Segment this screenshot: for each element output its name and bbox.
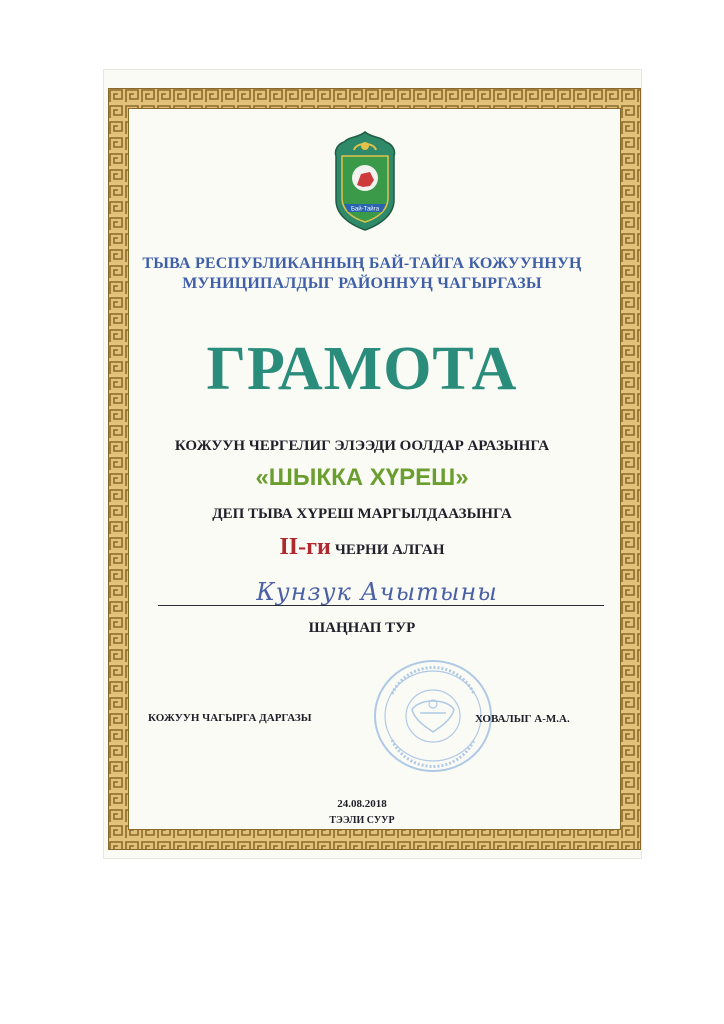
awarded-text: ШАҢНАП ТУР xyxy=(308,620,416,636)
organization-line-2: МУНИЦИПАЛДЫГ РАЙОННУҢ ЧАГЫРГАЗЫ xyxy=(182,275,542,292)
place-line xyxy=(0,534,724,561)
place-number: II-ги xyxy=(279,534,331,560)
issue-date: 24.08.2018 xyxy=(337,798,387,810)
svg-text:Бай-Тайга: Бай-Тайга xyxy=(350,206,380,213)
recipient-underline xyxy=(158,605,604,606)
competition-intro: КОЖУУН ЧЕРГЕЛИГ ЭЛЭЭДИ ООЛДАР АРАЗЫНГА xyxy=(174,438,550,454)
recipient-name-handwritten: Кунзук Ачытыны xyxy=(256,578,498,606)
place-text: ЧЕРНИ АЛГАН xyxy=(334,542,445,558)
competition-outro: ДЕП ТЫВА ХҮРЕШ МАРГЫЛДААЗЫНГА xyxy=(212,506,512,522)
certificate-title: ГРАМОТА xyxy=(206,335,518,403)
organization-line-1: ТЫВА РЕСПУБЛИКАННЫҢ БАЙ-ТАЙГА КОЖУУННУҢ xyxy=(142,255,582,272)
competition-name: «ШЫККА ХҮРЕШ» xyxy=(255,464,469,491)
issue-place: ТЭЭЛИ СУУР xyxy=(329,815,395,826)
signatory-title: КОЖУУН ЧАГЫРГА ДАРГАЗЫ xyxy=(148,712,312,724)
municipal-emblem xyxy=(330,130,400,232)
signatory-name: ХОВАЛЫГ А-М.А. xyxy=(475,713,570,725)
